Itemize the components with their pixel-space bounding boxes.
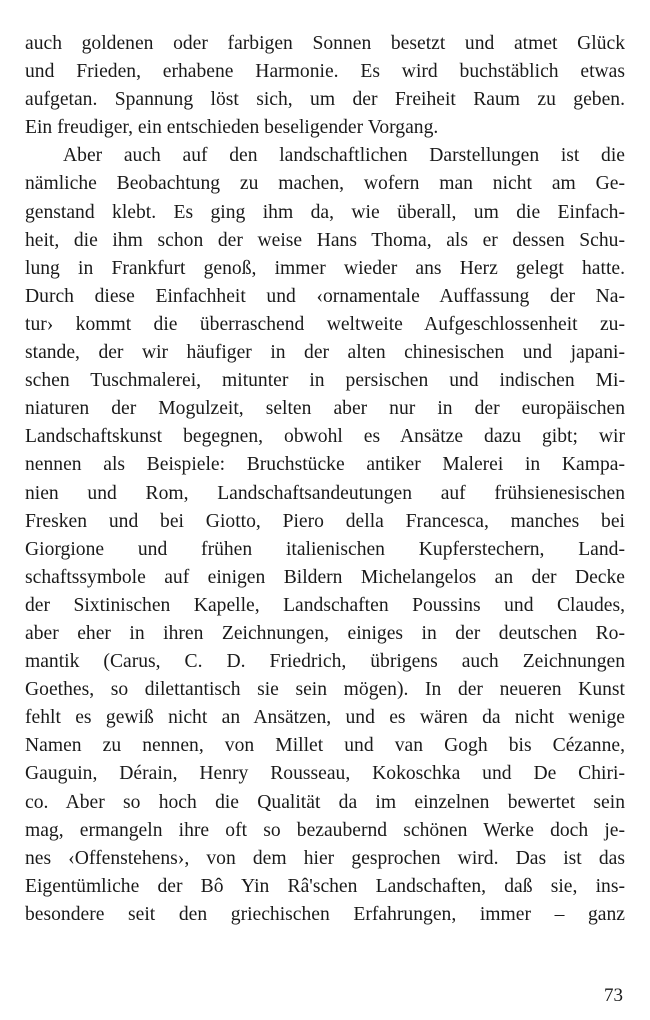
text-line: Ein freudiger, ein entschieden beseligender Vorgang. <box>25 117 439 139</box>
text-line: auch goldenen oder farbigen Sonnen besetzt und atmet Glück <box>25 33 625 54</box>
text-line: nennen als Beispiele: Bruchstücke antiker Malerei in Kampa- <box>25 454 625 476</box>
text-line: Durch diese Einfachheit und ‹ornamentale Auffassung der Na- <box>25 285 625 307</box>
text-line: nämliche Beobachtung zu machen, wofern man nicht am Ge- <box>25 173 625 195</box>
text-line: nes ‹Offenstehens›, von dem hier gesprochen wird. Das ist das <box>25 847 625 869</box>
text-line: mantik (Carus, C. D. Friedrich, übrigens auch Zeichnungen <box>25 651 625 673</box>
text-line: niaturen der Mogulzeit, selten aber nur in der europäischen <box>25 398 625 420</box>
text-line: Gauguin, Dérain, Henry Rousseau, Kokoschka und De Chiri- <box>25 763 625 785</box>
text-line: aufgetan. Spannung löst sich, um der Freiheit Raum zu geben. <box>25 89 625 111</box>
page-number: 73 <box>604 985 623 1006</box>
text-line: Namen zu nennen, von Millet und van Gogh bis Cézanne, <box>25 735 625 757</box>
text-line: Giorgione und frühen italienischen Kupferstechern, Land- <box>25 538 625 560</box>
text-line: tur› kommt die überraschend weltweite Aufgeschlossenheit zu- <box>25 313 625 335</box>
text-line: besondere seit den griechischen Erfahrungen, immer – ganz <box>25 903 625 925</box>
text-line: und Frieden, erhabene Harmonie. Es wird buchstäblich etwas <box>25 61 625 83</box>
text-line: Goethes, so dilettantisch sie sein mögen). In der neueren Kunst <box>25 679 625 701</box>
text-line: Fresken und bei Giotto, Piero della Francesca, manches bei <box>25 510 625 532</box>
text-line: nien und Rom, Landschaftsandeutungen auf frühsienesischen <box>25 482 625 504</box>
text-line: heit, die ihm schon der weise Hans Thoma, als er dessen Schu- <box>25 229 625 251</box>
text-line: Eigentümliche der Bô Yin Râ'schen Landschaften, daß sie, ins- <box>25 875 625 897</box>
text-line: Landschaftskunst begegnen, obwohl es Ansätze dazu gibt; wir <box>25 426 625 448</box>
text-line: fehlt es gewiß nicht an Ansätzen, und es wären da nicht wenige <box>25 707 625 729</box>
text-line: schen Tuschmalerei, mitunter in persischen und indischen Mi- <box>25 370 625 392</box>
text-line: stande, der wir häufiger in der alten chinesischen und japani- <box>25 342 625 364</box>
text-line: lung in Frankfurt genoß, immer wieder ans Herz gelegt hatte. <box>25 257 625 279</box>
text-line: co. Aber so hoch die Qualität da im einzelnen bewertet sein <box>25 791 625 813</box>
paragraph-first-line: Aber auch auf den landschaftlichen Darstellungen ist die <box>63 145 625 167</box>
body-text <box>25 30 625 929</box>
text-line: schaftssymbole auf einigen Bildern Michelangelos an der Decke <box>25 566 625 588</box>
text-line: aber eher in ihren Zeichnungen, einiges in der deutschen Ro- <box>25 622 625 644</box>
text-line: mag, ermangeln ihre oft so bezaubernd schönen Werke doch je- <box>25 819 625 841</box>
text-line: genstand klebt. Es ging ihm da, wie überall, um die Einfach- <box>25 201 625 223</box>
text-line: der Sixtinischen Kapelle, Landschaften Poussins und Claudes, <box>25 594 625 616</box>
